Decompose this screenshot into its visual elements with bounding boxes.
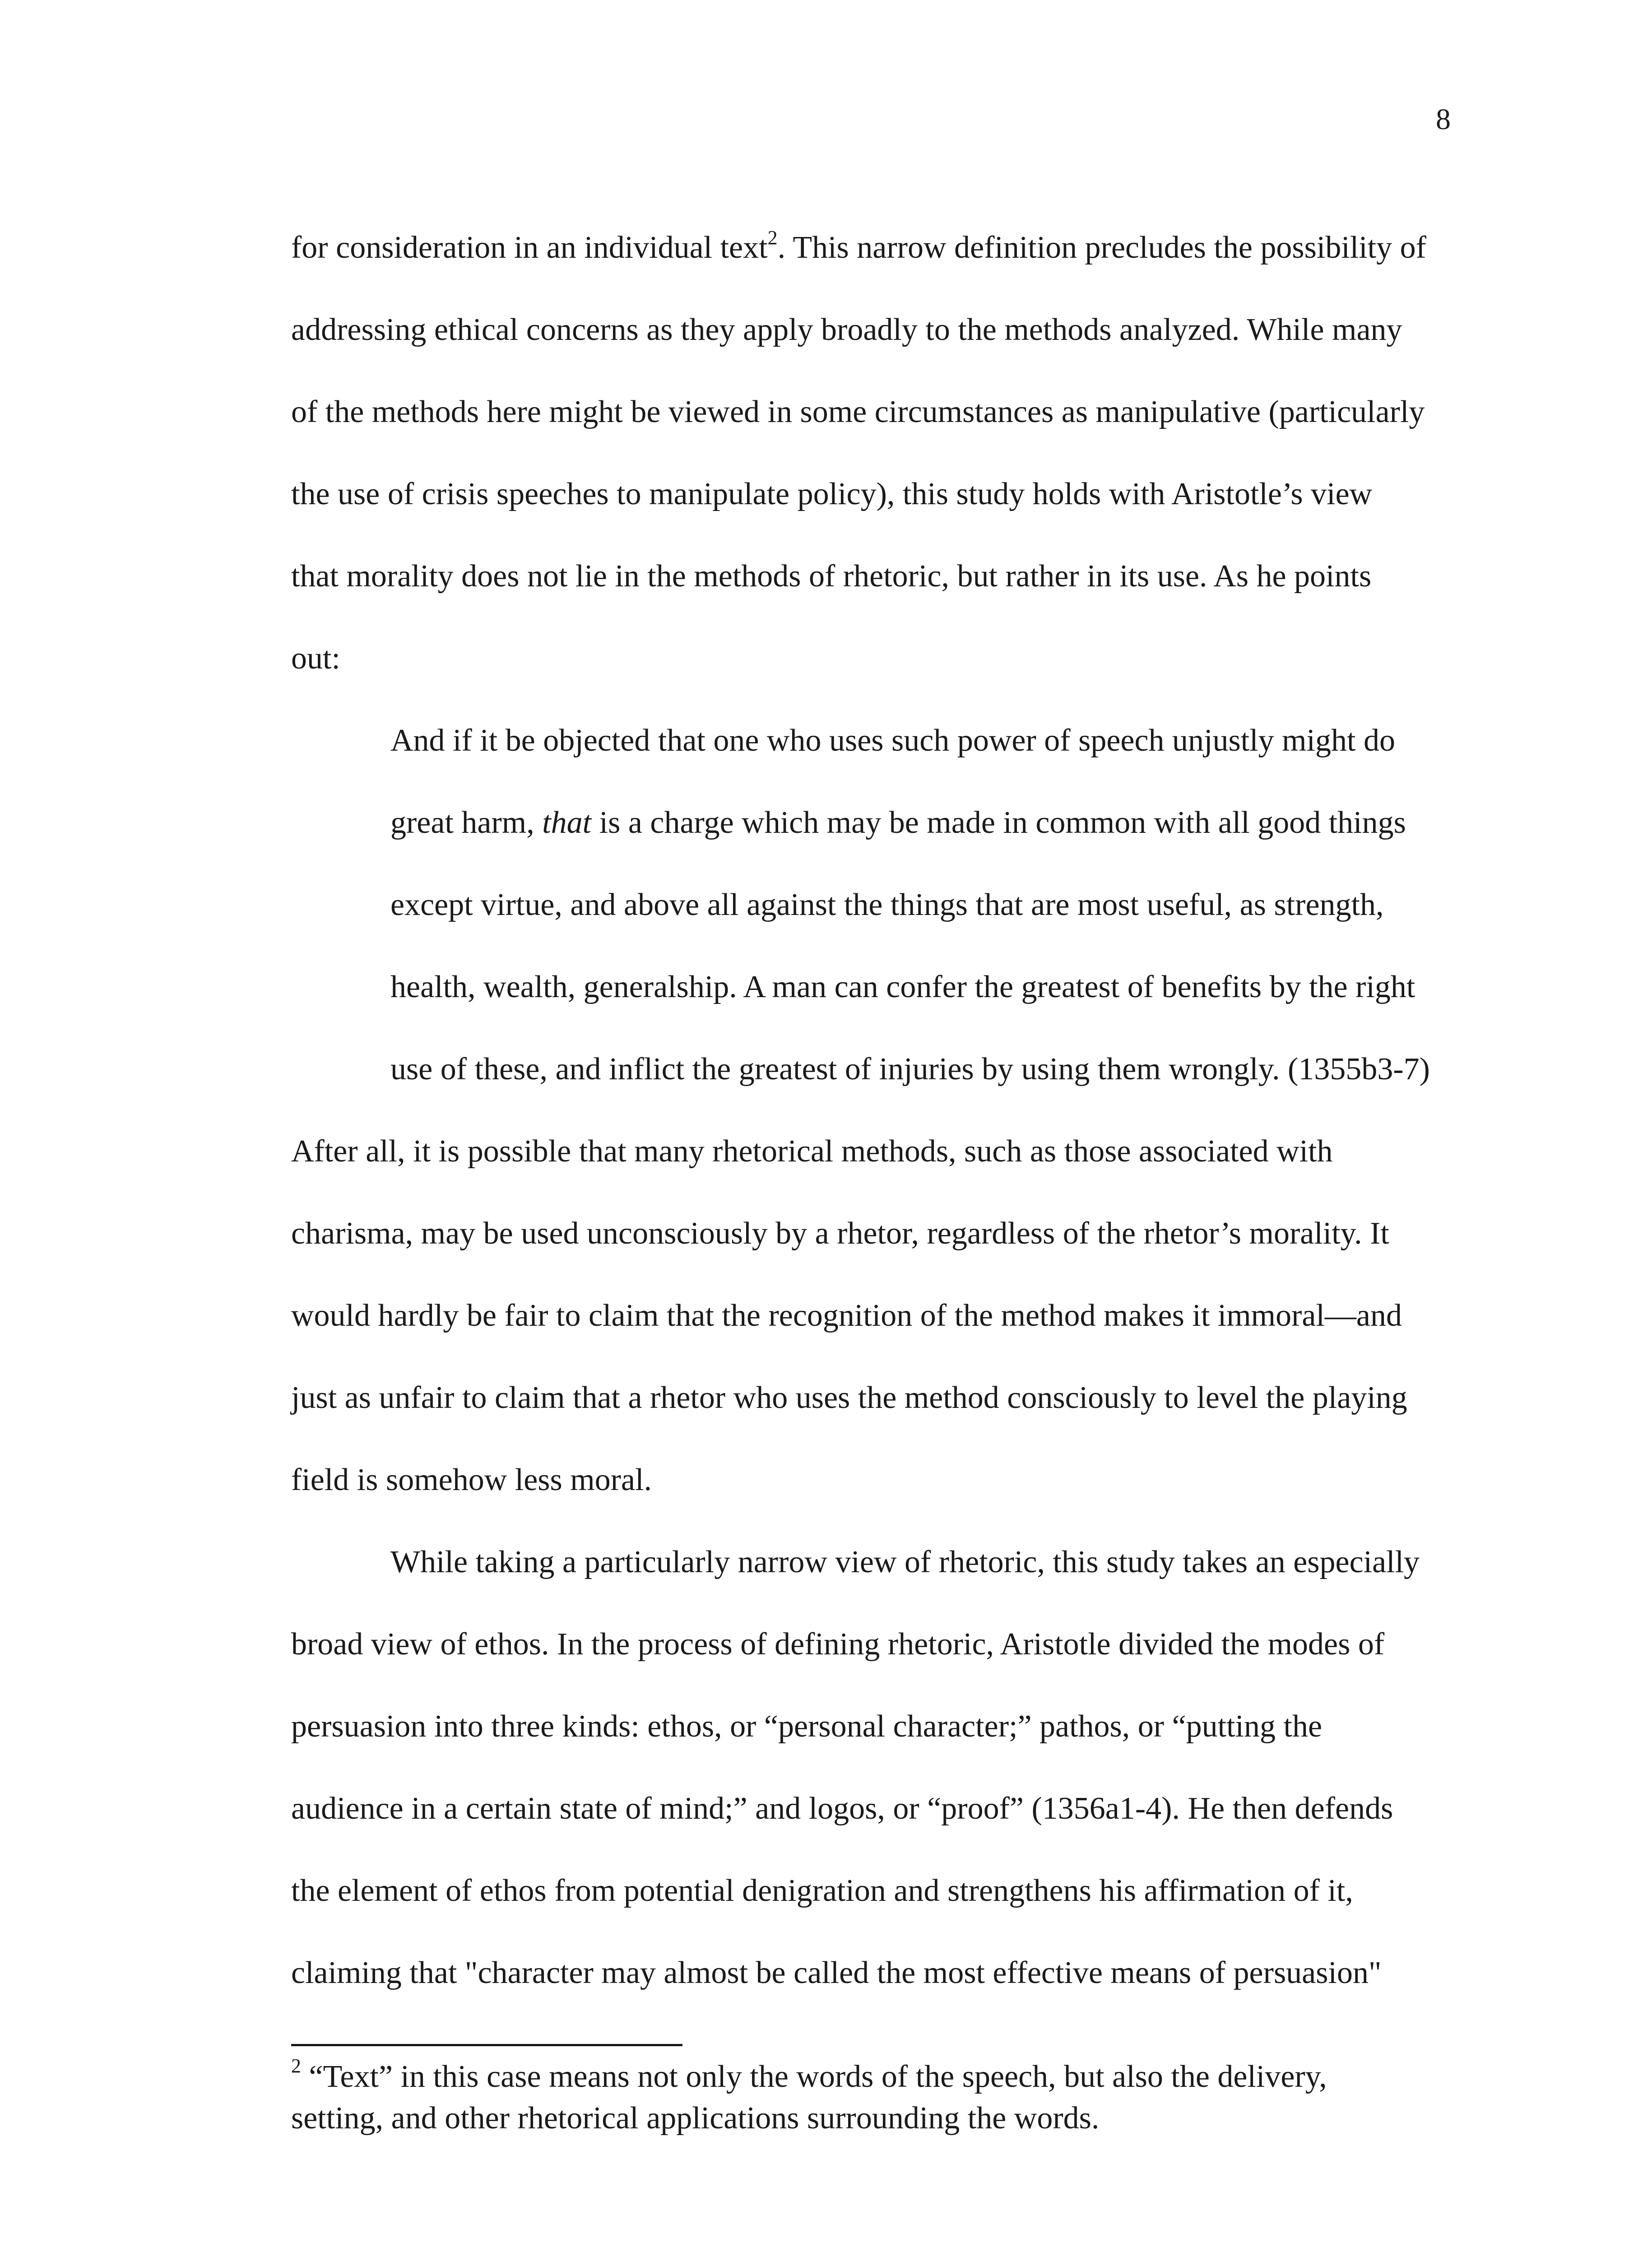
quote-line: health, wealth, generalship. A man can confer the greatest of benefits by the right — [390, 970, 1415, 1004]
text-line: of the methods here might be viewed in some circumstances as manipulative (particularly — [291, 395, 1425, 429]
paragraph-2 — [291, 1110, 1465, 1521]
text-line: the use of crisis speeches to manipulate policy), this study holds with Aristotle’s view — [291, 477, 1373, 511]
text-line: charisma, may be used unconsciously by a rhetor, regardless of the rhetor’s morality. It — [291, 1216, 1389, 1251]
footnote-marker: 2 — [291, 2054, 301, 2077]
body-text — [291, 207, 1465, 2014]
text-line: While taking a particularly narrow view of rhetoric, this study takes an especially — [390, 1545, 1420, 1579]
text-line: out: — [291, 641, 340, 676]
paragraph-1 — [291, 207, 1465, 700]
quote-line: And if it be objected that one who uses such power of speech unjustly might do — [390, 723, 1395, 758]
text-line: claiming that "character may almost be called the most effective means of persuasion" — [291, 1955, 1382, 1990]
text-line: just as unfair to claim that a rhetor who uses the method consciously to level the playing — [291, 1380, 1407, 1415]
footnote-line — [291, 2056, 1487, 2098]
text-line: field is somehow less moral. — [291, 1463, 652, 1497]
text-span: “Text” in this case means not only the words of the speech, but also the delivery, — [301, 2059, 1327, 2094]
text-line: would hardly be fair to claim that the recognition of the method makes it immoral—and — [291, 1298, 1402, 1333]
footnote — [291, 2056, 1487, 2139]
text-line — [291, 207, 1465, 289]
text-line: audience in a certain state of mind;” and logos, or “proof” (1356a1-4). He then defends — [291, 1791, 1393, 1826]
text-span: great harm, — [390, 805, 543, 840]
page-number: 8 — [1436, 103, 1451, 136]
text-line: the element of ethos from potential denigration and strengthens his affirmation of it, — [291, 1873, 1353, 1908]
footnote-reference: 2 — [767, 226, 778, 249]
quote-line — [291, 782, 1465, 864]
footnote-line: setting, and other rhetorical applications surrounding the words. — [291, 2101, 1100, 2136]
quote-line: except virtue, and above all against the things that are most useful, as strength, — [390, 887, 1384, 922]
footnote-separator — [291, 2044, 682, 2046]
text-line: that morality does not lie in the methods of rhetoric, but rather in its use. As he points — [291, 559, 1372, 594]
text-line: broad view of ethos. In the process of defining rhetoric, Aristotle divided the modes of — [291, 1627, 1385, 1662]
text-line: persuasion into three kinds: ethos, or “personal character;” pathos, or “putting the — [291, 1709, 1323, 1744]
text-span: for consideration in an individual text — [291, 230, 768, 265]
quote-line: use of these, and inflict the greatest of injuries by using them wrongly. (1355b3-7) — [390, 1052, 1430, 1087]
block-quote — [291, 700, 1465, 1110]
paragraph-3 — [291, 1521, 1465, 2014]
emphasis-text: that — [542, 805, 592, 840]
text-span: is a charge which may be made in common with all good things — [591, 805, 1406, 840]
text-line: After all, it is possible that many rhetorical methods, such as those associated with — [291, 1134, 1333, 1169]
text-span: . This narrow definition precludes the possibility of — [777, 230, 1426, 265]
text-line: addressing ethical concerns as they apply broadly to the methods analyzed. While many — [291, 312, 1402, 347]
